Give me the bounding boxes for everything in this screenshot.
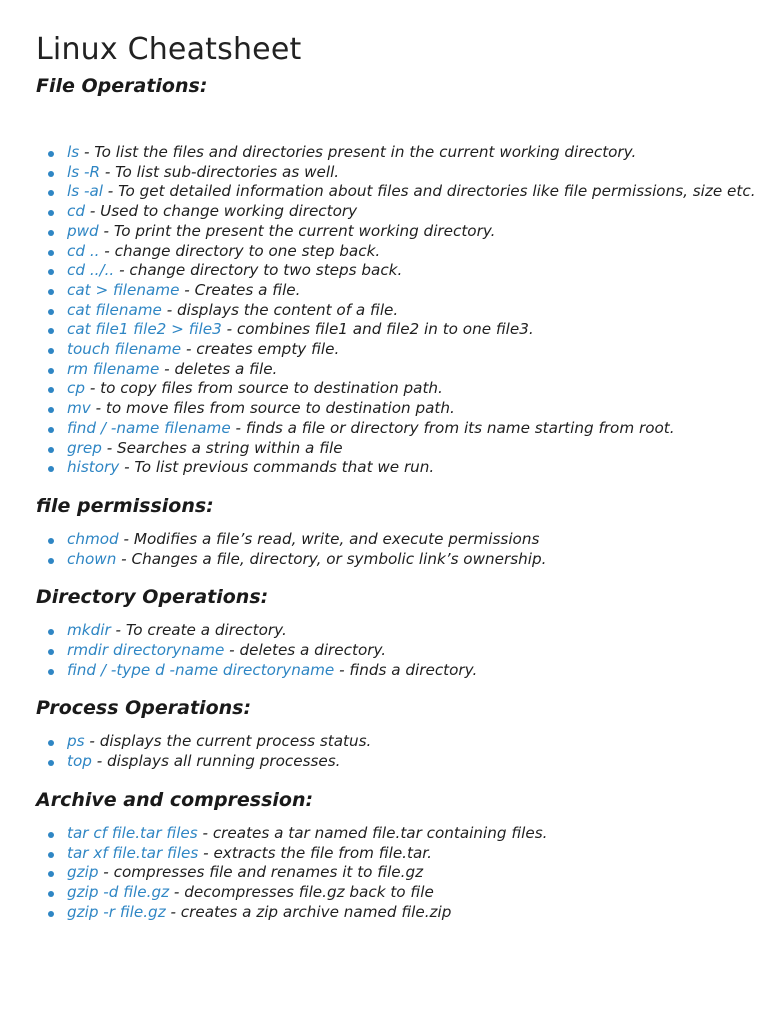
command-text: chmod: [67, 529, 119, 548]
bullet-icon: [48, 538, 54, 544]
command-description: - Modifies a file’s read, write, and execute permissions: [118, 529, 540, 548]
bullet-icon: [48, 269, 54, 275]
file-permissions-list: [36, 530, 736, 569]
list-item: [36, 621, 757, 641]
command-description: - To get detailed information about files and directories like file permissions, size etc.: [102, 182, 756, 201]
bullet-icon: [48, 669, 54, 675]
command-description: - To create a directory.: [110, 621, 287, 640]
bullet-icon: [48, 629, 54, 635]
command-description: - displays all running processes.: [91, 752, 341, 771]
bullet-icon: [48, 740, 54, 746]
command-text: ls -al: [67, 182, 103, 201]
command-description: - combines file1 and file2 in to one file3.: [221, 320, 534, 339]
list-item: [36, 863, 757, 883]
bullet-icon: [48, 250, 54, 256]
command-text: mkdir: [67, 621, 111, 640]
command-text: rm filename: [67, 359, 160, 378]
list-item: [36, 202, 757, 222]
command-description: - Used to change working directory: [85, 202, 358, 221]
bullet-icon: [48, 407, 54, 413]
bullet-icon: [48, 891, 54, 897]
bullet-icon: [48, 871, 54, 877]
bullet-icon: [48, 466, 54, 472]
bullet-icon: [48, 309, 54, 315]
command-text: find / -name filename: [67, 418, 231, 437]
command-text: gzip -r file.gz: [67, 902, 166, 921]
list-item: [36, 903, 757, 923]
command-text: ps: [67, 732, 85, 751]
bullet-icon: [48, 427, 54, 433]
command-description: - Changes a file, directory, or symbolic link’s ownership.: [116, 549, 547, 568]
bullet-icon: [48, 649, 54, 655]
command-text: cd: [67, 202, 85, 221]
command-text: mv: [67, 399, 91, 418]
list-item: [36, 360, 757, 380]
list-item: [36, 752, 757, 772]
command-text: tar xf file.tar files: [67, 843, 199, 862]
section-heading-file-permissions: file permissions:: [36, 494, 214, 517]
command-description: - creates empty file.: [181, 340, 340, 359]
command-text: cd ..: [67, 241, 100, 260]
file-operations-list: [36, 143, 756, 478]
list-item: [36, 163, 757, 183]
command-text: top: [67, 752, 92, 771]
command-text: grep: [67, 438, 102, 457]
command-text: rmdir directoryname: [67, 641, 225, 660]
command-text: gzip -d file.gz: [67, 882, 170, 901]
list-item: [36, 844, 757, 864]
command-description: - extracts the file from file.tar.: [198, 843, 432, 862]
bullet-icon: [48, 190, 54, 196]
page-title: Linux Cheatsheet: [36, 32, 302, 67]
bullet-icon: [48, 760, 54, 766]
cheatsheet-page: [36, 30, 756, 922]
list-item: [36, 641, 757, 661]
directory-operations-list: [36, 621, 736, 680]
bullet-icon: [48, 368, 54, 374]
list-item: [36, 340, 757, 360]
bullet-icon: [48, 447, 54, 453]
bullet-icon: [48, 852, 54, 858]
command-text: pwd: [67, 221, 99, 240]
list-item: [36, 222, 757, 242]
command-text: tar cf file.tar files: [67, 823, 198, 842]
command-description: - decompresses file.gz back to file: [169, 882, 434, 901]
command-description: - to copy files from source to destination path.: [85, 379, 443, 398]
command-text: cp: [67, 379, 85, 398]
process-operations-list: [36, 732, 736, 771]
bullet-icon: [48, 348, 54, 354]
bullet-icon: [48, 289, 54, 295]
command-description: - Creates a file.: [179, 280, 301, 299]
command-text: chown: [67, 549, 117, 568]
list-item: [36, 261, 757, 281]
list-item: [36, 883, 757, 903]
command-description: - To list sub-directories as well.: [100, 162, 340, 181]
command-text: cat > filename: [67, 280, 180, 299]
command-text: ls: [67, 143, 80, 161]
command-description: - To list previous commands that we run.: [119, 458, 435, 477]
list-item: [36, 143, 757, 163]
list-item: [36, 732, 757, 752]
command-description: - To list the files and directories present in the current working directory.: [79, 143, 637, 161]
bullet-icon: [48, 210, 54, 216]
command-text: history: [67, 458, 120, 477]
list-item: [36, 550, 757, 570]
command-text: cat file1 file2 > file3: [67, 320, 222, 339]
command-description: - displays the content of a file.: [161, 300, 399, 319]
command-description: - compresses file and renames it to file.gz: [98, 863, 424, 882]
section-heading-directory-operations: Directory Operations:: [36, 586, 269, 609]
command-text: cat filename: [67, 300, 162, 319]
list-item: [36, 530, 757, 550]
bullet-icon: [48, 171, 54, 177]
bullet-icon: [48, 911, 54, 917]
command-description: - finds a file or directory from its name starting from root.: [230, 418, 675, 437]
list-item: [36, 419, 757, 439]
archive-compression-list: [36, 824, 736, 923]
section-heading-file-operations: File Operations:: [36, 75, 208, 97]
command-description: - change directory to two steps back.: [114, 261, 403, 280]
list-item: [36, 320, 757, 340]
section-heading-archive-compression: Archive and compression:: [36, 788, 314, 811]
bullet-icon: [48, 832, 54, 838]
list-item: [36, 439, 757, 459]
command-description: - deletes a file.: [159, 359, 278, 378]
section-heading-process-operations: Process Operations:: [36, 697, 252, 720]
list-item: [36, 301, 757, 321]
list-item: [36, 379, 757, 399]
list-item: [36, 661, 757, 681]
command-text: gzip: [67, 863, 99, 882]
command-description: - deletes a directory.: [224, 641, 387, 660]
list-item: [36, 458, 757, 478]
command-description: - change directory to one step back.: [99, 241, 381, 260]
list-item: [36, 824, 757, 844]
command-description: - creates a zip archive named file.zip: [165, 902, 452, 921]
command-description: - To print the present the current working directory.: [98, 221, 496, 240]
list-item: [36, 399, 757, 419]
bullet-icon: [48, 387, 54, 393]
command-description: - finds a directory.: [334, 660, 478, 679]
command-text: ls -R: [67, 162, 100, 181]
list-item: [36, 242, 757, 262]
list-item: [36, 281, 757, 301]
bullet-icon: [48, 151, 54, 157]
command-text: cd ../..: [67, 261, 115, 280]
command-text: find / -type d -name directoryname: [67, 660, 335, 679]
command-description: - to move files from source to destination path.: [90, 399, 455, 418]
bullet-icon: [48, 558, 54, 564]
list-item: [36, 182, 757, 202]
command-text: touch filename: [67, 340, 182, 359]
command-description: - creates a tar named file.tar containing files.: [197, 823, 548, 842]
command-description: - Searches a string within a file: [101, 438, 343, 457]
bullet-icon: [48, 328, 54, 334]
command-description: - displays the current process status.: [84, 732, 372, 751]
bullet-icon: [48, 230, 54, 236]
